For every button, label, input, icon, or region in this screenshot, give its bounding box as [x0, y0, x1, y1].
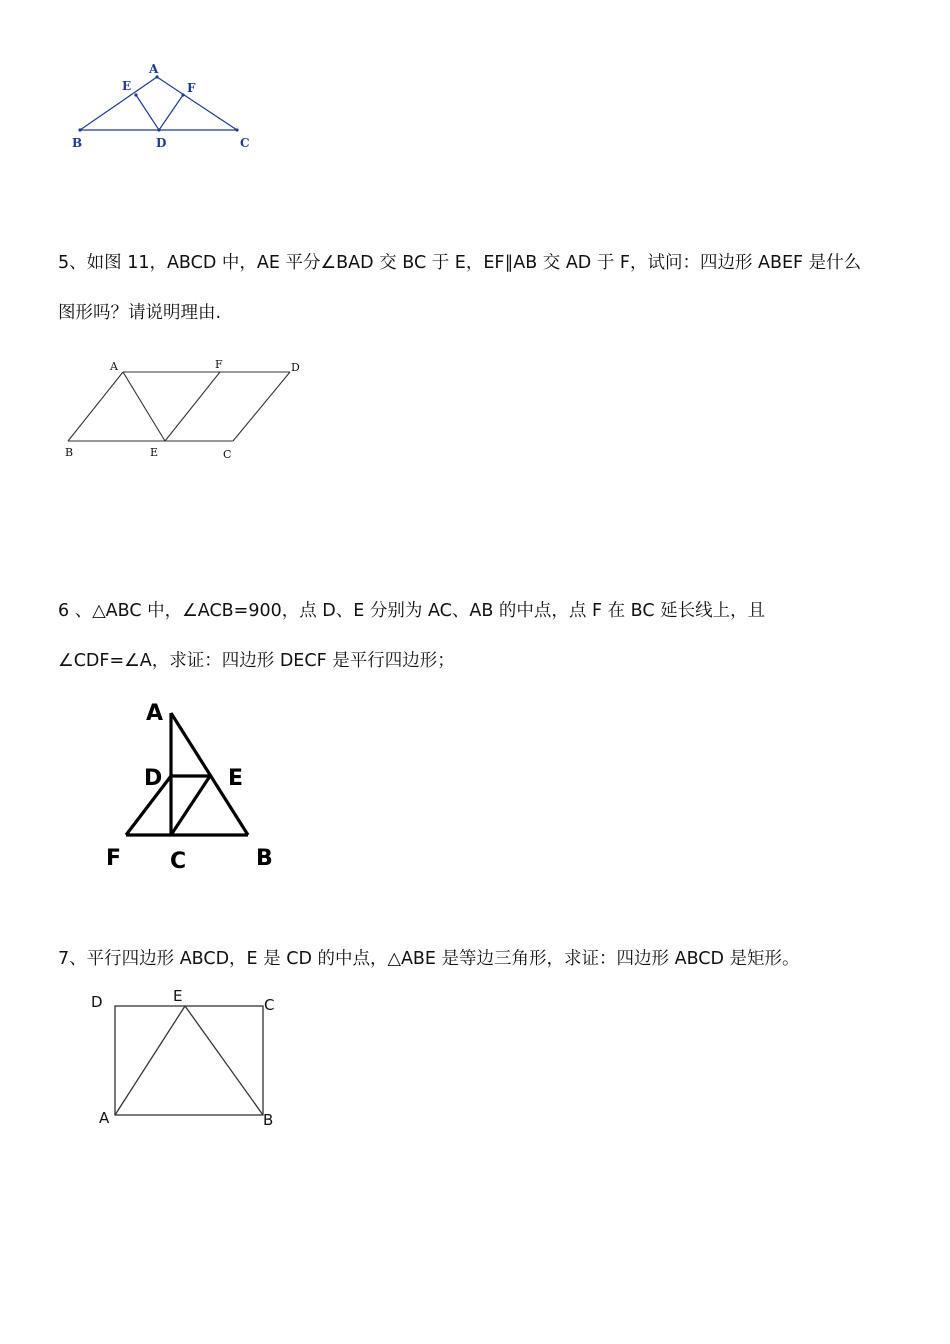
label-c: C [223, 448, 232, 461]
figure-2-parallelogram [55, 355, 315, 465]
segment-ed [136, 95, 159, 130]
label-e: E [228, 766, 244, 791]
problem-5-line-2: 图形吗？请说明理由. [58, 303, 222, 323]
figure-1-triangle [60, 55, 280, 165]
segment-dc [233, 372, 290, 441]
problem-7-line-1: 7、平行四边形 ABCD，E 是 CD 的中点，△ABE 是等边三角形，求证：四边形 ABCD 是矩形。 [58, 949, 800, 969]
point-d [157, 128, 160, 131]
label-d: D [291, 361, 300, 374]
point-b [78, 128, 81, 131]
label-d: D [144, 766, 163, 791]
segment-ef [165, 372, 220, 441]
label-c: C [240, 136, 250, 150]
figure-4-rectangle [85, 985, 290, 1135]
label-c: C [264, 996, 275, 1014]
label-a: A [110, 360, 118, 373]
point-c [235, 128, 238, 131]
segment-ab [80, 77, 157, 130]
segment-be [185, 1006, 263, 1115]
segment-ec [171, 776, 210, 835]
label-f: F [215, 358, 223, 371]
label-d: D [156, 136, 167, 150]
problem-5-line-1: 5、如图 11，ABCD 中，AE 平分∠BAD 交 BC 于 E，EF∥AB 交 AD 于 F，试问：四边形 ABEF 是什么 [58, 253, 862, 273]
point-e [134, 93, 137, 96]
segment-fd [159, 95, 183, 130]
label-f: F [106, 846, 122, 871]
label-b: B [263, 1111, 274, 1129]
problem-6-line-2: ∠CDF=∠A，求证：四边形 DECF 是平行四边形； [58, 651, 455, 671]
problem-6-line-1: 6 、△ABC 中，∠ACB=900，点 D、E 分别为 AC、AB 的中点，点 F 在 BC 延长线上，且 [58, 601, 766, 621]
label-e: E [173, 987, 183, 1005]
label-e: E [150, 446, 159, 459]
segment-ae [115, 1006, 185, 1115]
segment-ae [123, 372, 165, 441]
figure-3-triangle [100, 695, 300, 880]
label-f: F [187, 81, 196, 95]
point-f [181, 93, 184, 96]
label-a: A [99, 1109, 110, 1127]
label-a: A [146, 701, 164, 726]
segment-ab [68, 372, 123, 441]
label-e: E [122, 79, 132, 93]
label-a: A [149, 62, 159, 76]
label-d: D [91, 993, 103, 1011]
label-b: B [256, 846, 273, 871]
rectangle-abcd [115, 1006, 263, 1115]
label-b: B [72, 136, 83, 150]
label-c: C [170, 849, 187, 874]
segment-ac [157, 77, 237, 130]
label-b: B [65, 446, 74, 459]
